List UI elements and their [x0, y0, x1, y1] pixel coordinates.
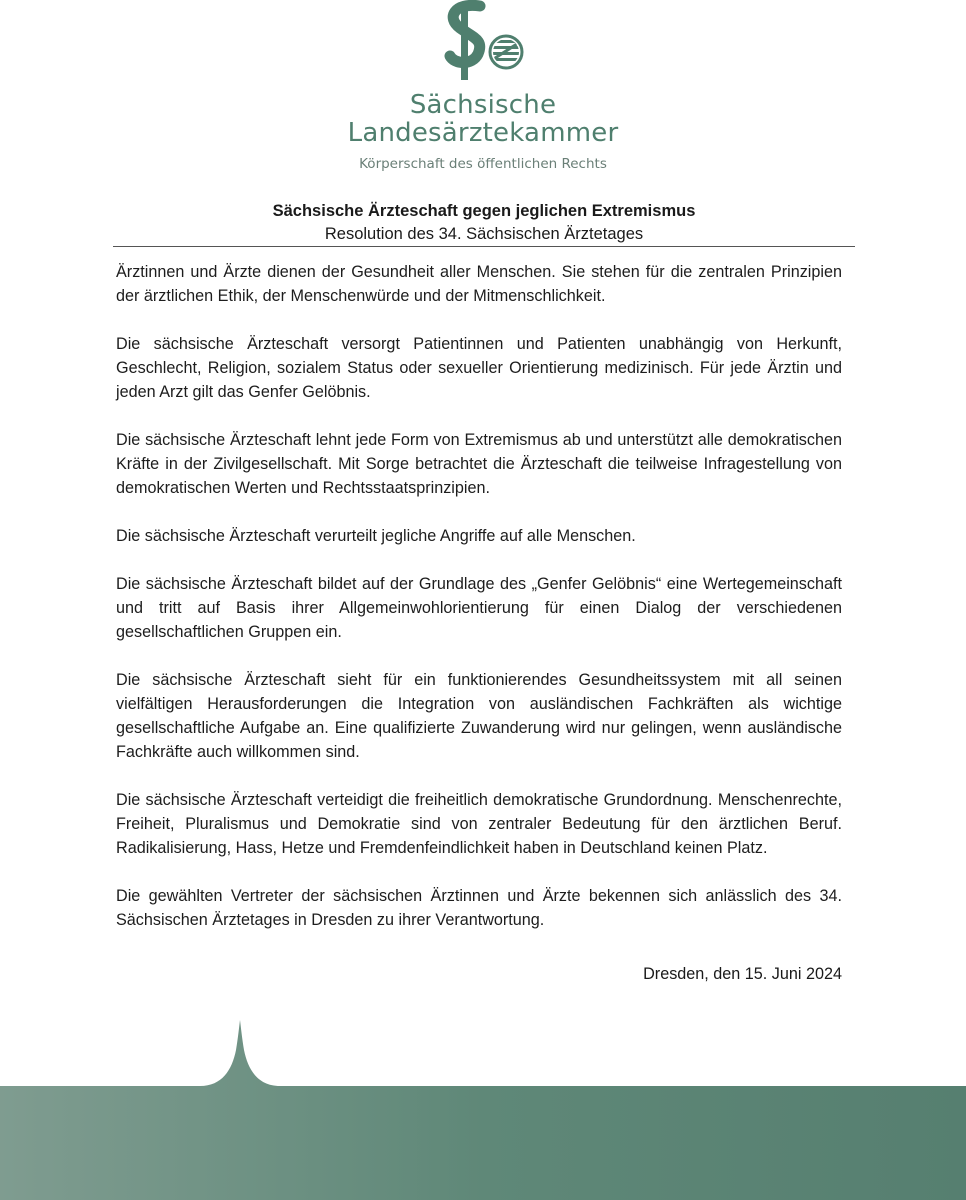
- paragraph: Die sächsische Ärzteschaft verteidigt die freiheitlich demokratische Grundordnung. Menschenrechte, Freiheit, Pluralismus und Demokratie sind von zentraler Bedeutung für den ärztlichen Beruf. Radikalisierung, Hass, Hetze und Fremdenfeindlichkeit haben in Deutschland keinen Platz.: [116, 791, 842, 857]
- date-line: Dresden, den 15. Juni 2024: [643, 965, 842, 983]
- logo-subtitle: Körperschaft des öffentlichen Rechts: [359, 156, 607, 172]
- paragraph: Die sächsische Ärzteschaft sieht für ein funktionierendes Gesundheitssystem mit all seinen vielfältigen Herausforderungen die Integration von ausländischen Fachkräften als wichtige gesellschaftliche Aufgabe an. Eine qualifizierte Zuwanderung wird nur gelingen, wenn ausländische Fachkräfte auch willkommen sind.: [116, 671, 842, 761]
- paragraph: Die sächsische Ärzteschaft verurteilt jegliche Angriffe auf alle Menschen.: [116, 527, 636, 545]
- logo-name-line1: Sächsische: [409, 90, 557, 120]
- chamber-logo-icon: [440, 0, 530, 82]
- paragraph: Die sächsische Ärzteschaft lehnt jede Form von Extremismus ab und unterstützt alle demokratischen Kräfte in der Zivilgesellschaft. Mit Sorge betrachtet die Ärzteschaft die teilweise Infragestellung von demokratischen Werten und Rechtsstaatsprinzipien.: [116, 431, 842, 497]
- letterhead: [0, 0, 966, 180]
- footer-wave-decoration: [0, 1010, 966, 1200]
- paragraph: Die sächsische Ärzteschaft bildet auf der Grundlage des „Genfer Gelöbnis“ eine Wertegemeinschaft und tritt auf Basis ihrer Allgemeinwohlorientierung für einen Dialog der verschiedenen gesellschaftlichen Gruppen ein.: [116, 575, 842, 641]
- title-main: Sächsische Ärzteschaft gegen jeglichen Extremismus: [272, 202, 696, 220]
- title-sub: Resolution des 34. Sächsischen Ärztetages: [324, 225, 644, 243]
- document-title: [113, 200, 855, 246]
- resolution-body: [116, 260, 842, 956]
- title-divider: [113, 246, 855, 247]
- paragraph: Ärztinnen und Ärzte dienen der Gesundheit aller Menschen. Sie stehen für die zentralen Prinzipien der ärztlichen Ethik, der Menschenwürde und der Mitmenschlichkeit.: [116, 263, 842, 305]
- paragraph: Die sächsische Ärzteschaft versorgt Patientinnen und Patienten unabhängig von Herkunft, Geschlecht, Religion, sozialem Status oder sexueller Orientierung medizinisch. Für jede Ärztin und jeden Arzt gilt das Genfer Gelöbnis.: [116, 335, 842, 401]
- logo-name-line2: Landesärztekammer: [347, 118, 619, 148]
- paragraph: Die gewählten Vertreter der sächsischen Ärztinnen und Ärzte bekennen sich anlässlich des 34. Sächsischen Ärztetages in Dresden zu ihrer Verantwortung.: [116, 887, 842, 929]
